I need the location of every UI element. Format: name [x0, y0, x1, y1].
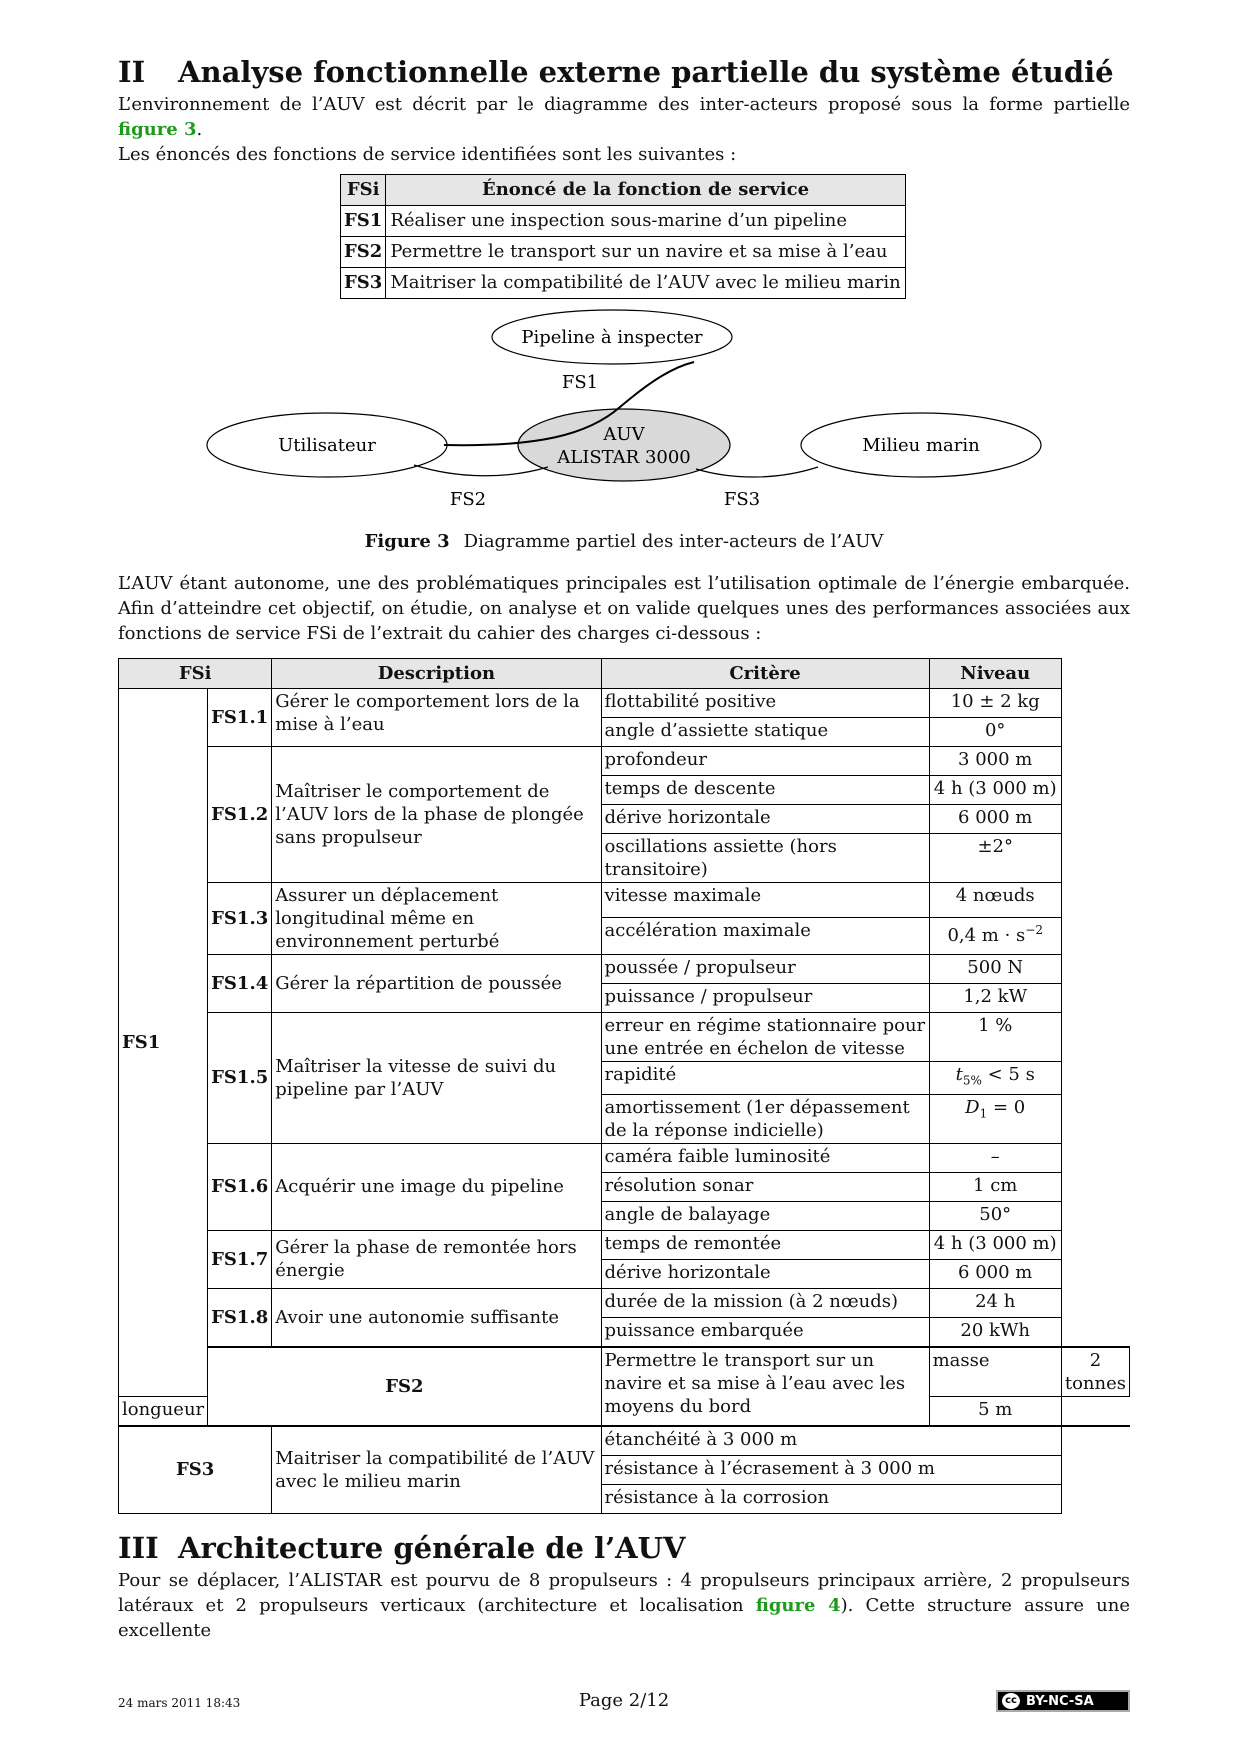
accel-max-value: 0,4 $m \cdot s^{-2}$ [929, 917, 1061, 954]
milieu-label: Milieu marin [862, 435, 980, 456]
table-row: accélération maximale 0,4 $m \cdot s^{-2}$ [119, 917, 1130, 954]
footer-date: 24 mars 2011 18:43 [118, 1696, 241, 1710]
auv-label-line1: AUV [603, 424, 645, 445]
fs1-group-label: FS1 [119, 689, 208, 1397]
table-row: longueur 5 m [119, 1396, 1130, 1426]
rapidite-value: $t_{5\%} < 5$ s [929, 1062, 1061, 1095]
table-row: FS2 Permettre le transport sur un navire et sa mise à l’eau [341, 237, 906, 268]
license-label: BY-NC-SA [1026, 1693, 1094, 1709]
table-row: FS1.7 Gérer la phase de remontée hors énergie temps de remontée 4 h (3 000 m) [119, 1230, 1130, 1259]
table-row: FS1.3 Assurer un déplacement longitudinal même en environnement perturbé vitesse maximale 4 nœuds [119, 883, 1130, 918]
page [118, 54, 1130, 1643]
table-row: angle de balayage 50° [119, 1201, 1130, 1230]
section-2-heading: II Analyse fonctionnelle externe partielle du système étudié [118, 55, 1114, 89]
section-3-text: Pour se déplacer, l’ALISTAR est pourvu de 8 propulseurs : 4 propulseurs principaux arrière, 2 propulseurs latéraux et 2 propulseurs verticaux (architecture et localisation figure 4). Cette structure assure une excellente [118, 1569, 1131, 1641]
table-row: FS1.4 Gérer la répartition de poussée poussée / propulseur 500 N [119, 955, 1130, 984]
page-footer [118, 1690, 1130, 1714]
table-row: FS1 Réaliser une inspection sous-marine d’un pipeline [341, 206, 906, 237]
section-3-heading: III Architecture générale de l’AUV [118, 1530, 686, 1565]
interactor-diagram [118, 307, 1130, 529]
fs3-link [696, 467, 818, 477]
fs1-label: FS1 [561, 372, 599, 393]
paragraph-energy: L’AUV étant autonome, une des problématiques principales est l’utilisation optimale de l’énergie embarquée. Afin d’atteindre cet objectif, on étudie, on analyse et on valide quelques unes des performances associées aux fonctions de service FSi de l’extrait du cahier des charges ci-dessous : [118, 573, 1130, 644]
utilisateur-label: Utilisateur [278, 435, 376, 456]
fs3-label: FS3 [723, 489, 761, 510]
amortissement-value: $D_1 = 0$ [929, 1094, 1061, 1143]
table-row: résistance à l’écrasement à 3 000 m [119, 1455, 1130, 1484]
cc-license-badge[interactable] [996, 1690, 1130, 1712]
table-row: FS1.6 Acquérir une image du pipeline caméra faible luminosité – [119, 1143, 1130, 1172]
fs2-link [414, 465, 548, 476]
figure-3-link[interactable]: figure 3 [118, 119, 197, 140]
col-header-description: Description [272, 659, 601, 689]
page-number: Page 2/12 [578, 1690, 670, 1711]
table-row: FS2 Permettre le transport sur un navire et sa mise à l’eau avec les moyens du bord masse 2 tonnes [119, 1347, 1130, 1397]
col-header-fsi: FSi [341, 175, 386, 206]
table-row: FS3 Maitriser la compatibilité de l’AUV avec le milieu marin [341, 268, 906, 299]
table-row: FS1.2 Maîtriser le comportement de l’AUV lors de la phase de plongée sans propulseur profondeur 3 000 m [119, 747, 1130, 776]
table-row: amortissement (1er dépassement de la réponse indicielle) $D_1 = 0$ [119, 1094, 1130, 1143]
table-row: angle d’assiette statique 0° [119, 718, 1130, 747]
figure-4-link[interactable]: figure 4 [755, 1594, 841, 1616]
table-row: rapidité $t_{5\%} < 5$ s [119, 1062, 1130, 1095]
section-2-intro: L’environnement de l’AUV est décrit par le diagramme des inter-acteurs proposé sous la forme partielle figure 3. Les énoncés des fonctions de service identifiées sont les suivantes : [118, 94, 1130, 165]
table-row: FS1 FS1.1 Gérer le comportement lors de la mise à l’eau flottabilité positive 10 ± 2 kg [119, 689, 1130, 718]
col-header-fsi: FSi [119, 659, 272, 689]
fs2-label: FS2 [449, 489, 487, 510]
service-functions-table [340, 174, 906, 299]
table-row: dérive horizontale 6 000 m [119, 805, 1130, 834]
auv-label-line2: ALISTAR 3000 [557, 447, 691, 468]
table-row: résolution sonar 1 cm [119, 1172, 1130, 1201]
table-row: dérive horizontale 6 000 m [119, 1259, 1130, 1288]
requirements-table [118, 658, 1130, 1514]
pipeline-label: Pipeline à inspecter [521, 327, 703, 348]
cc-icon: cc [1002, 1693, 1020, 1709]
table-row: résistance à la corrosion [119, 1484, 1130, 1513]
col-header-statement: Énoncé de la fonction de service [386, 175, 905, 206]
table-row: FS1.8 Avoir une autonomie suffisante durée de la mission (à 2 nœuds) 24 h [119, 1288, 1130, 1317]
table-row: temps de descente 4 h (3 000 m) [119, 776, 1130, 805]
col-header-niveau: Niveau [929, 659, 1061, 689]
figure-3-caption: Figure 3 Diagramme partiel des inter-acteurs de l’AUV [364, 531, 884, 552]
table-row: FS3 Maitriser la compatibilité de l’AUV avec le milieu marin étanchéité à 3 000 m [119, 1426, 1130, 1456]
table-row: oscillations assiette (hors transitoire) ±2° [119, 834, 1130, 883]
table-row: FS1.5 Maîtriser la vitesse de suivi du pipeline par l’AUV erreur en régime stationnaire pour une entrée en échelon de vitesse 1 % [119, 1013, 1130, 1062]
table-row: puissance embarquée 20 kWh [119, 1317, 1130, 1347]
table-row: puissance / propulseur 1,2 kW [119, 984, 1130, 1013]
col-header-critere: Critère [601, 659, 929, 689]
